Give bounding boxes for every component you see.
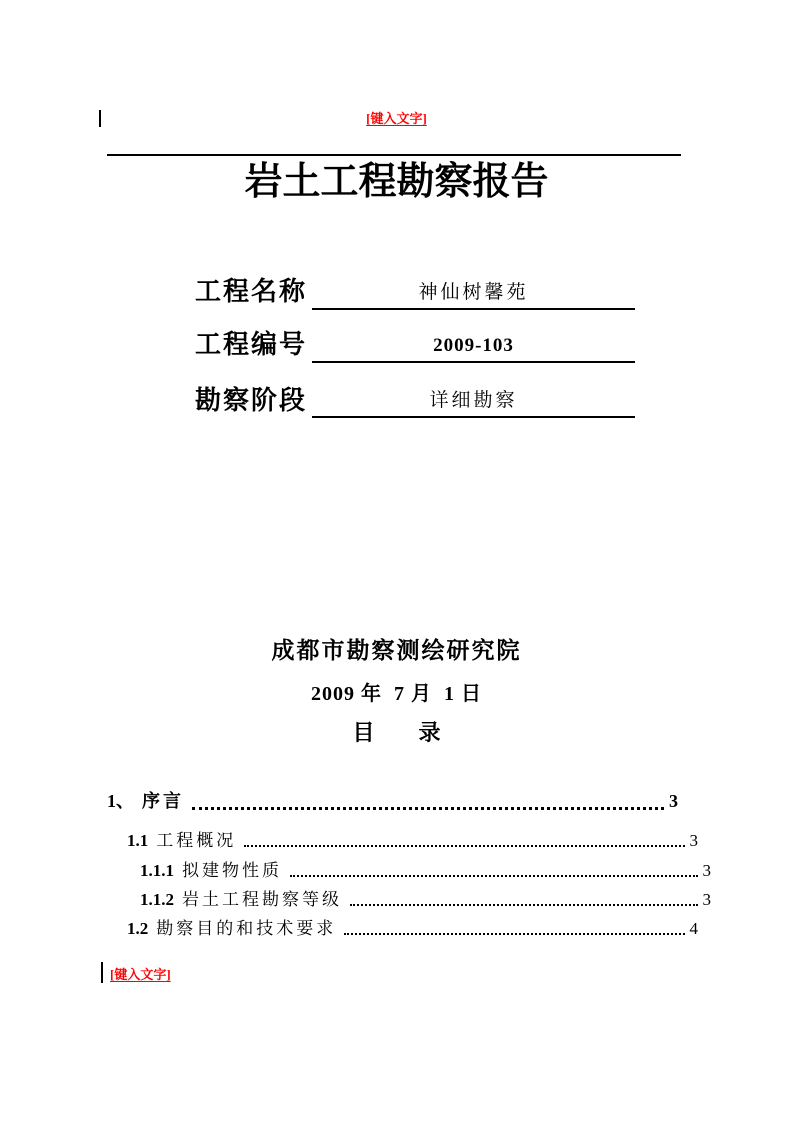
toc-dot-leader [350,904,698,906]
field-label-survey-stage: 勘察阶段 [195,386,308,415]
toc-entry-label: 工程概况 [156,831,237,850]
toc-page-number: 3 [669,791,678,811]
toc-entry[interactable] [107,791,678,813]
toc-page-number: 3 [689,831,698,850]
toc-dot-leader [244,845,684,847]
toc-entry[interactable] [107,861,711,881]
toc-entry-number: 1.2 [127,919,149,938]
organization-name: 成都市勘察测绘研究院 [271,638,522,663]
document-title: 岩土工程勘察报告 [244,161,549,203]
toc-entry-label: 序言 [142,791,184,811]
header-placeholder[interactable]: [键入文字] [366,111,427,126]
field-value-project-number: 2009-103 [312,333,635,363]
page-header [0,108,793,128]
toc-dot-leader [344,933,684,935]
header-rule [107,154,681,156]
toc-page-number: 4 [689,919,698,938]
toc-entry[interactable] [107,919,698,939]
toc-entry[interactable] [107,890,711,910]
field-value-project-name: 神仙树馨苑 [312,280,635,310]
toc-entry-number: 1.1 [127,831,149,850]
toc-dot-leader [290,875,698,877]
toc-entry-number: 1、 [107,791,134,811]
field-label-project-number: 工程编号 [195,330,308,359]
toc-entry-label: 拟建物性质 [182,861,282,880]
field-value-survey-stage: 详细勘察 [312,388,635,418]
toc-page-number: 3 [702,861,711,880]
toc-entry-label: 岩土工程勘察等级 [182,890,342,909]
toc-title: 目 录 [352,720,441,745]
toc-entry-number: 1.1.2 [140,890,174,909]
toc-entry-number: 1.1.1 [140,861,174,880]
toc-entry-label: 勘察目的和技术要求 [156,919,337,938]
toc-dot-leader [192,807,664,810]
footer-placeholder[interactable]: [键入文字] [110,967,171,982]
page-footer [110,964,171,984]
report-date: 2009 年 7 月 1 日 [311,683,482,705]
toc-entry[interactable] [107,831,698,851]
toc-page-number: 3 [702,890,711,909]
text-cursor-bottom [101,962,103,983]
field-label-project-name: 工程名称 [195,277,308,306]
